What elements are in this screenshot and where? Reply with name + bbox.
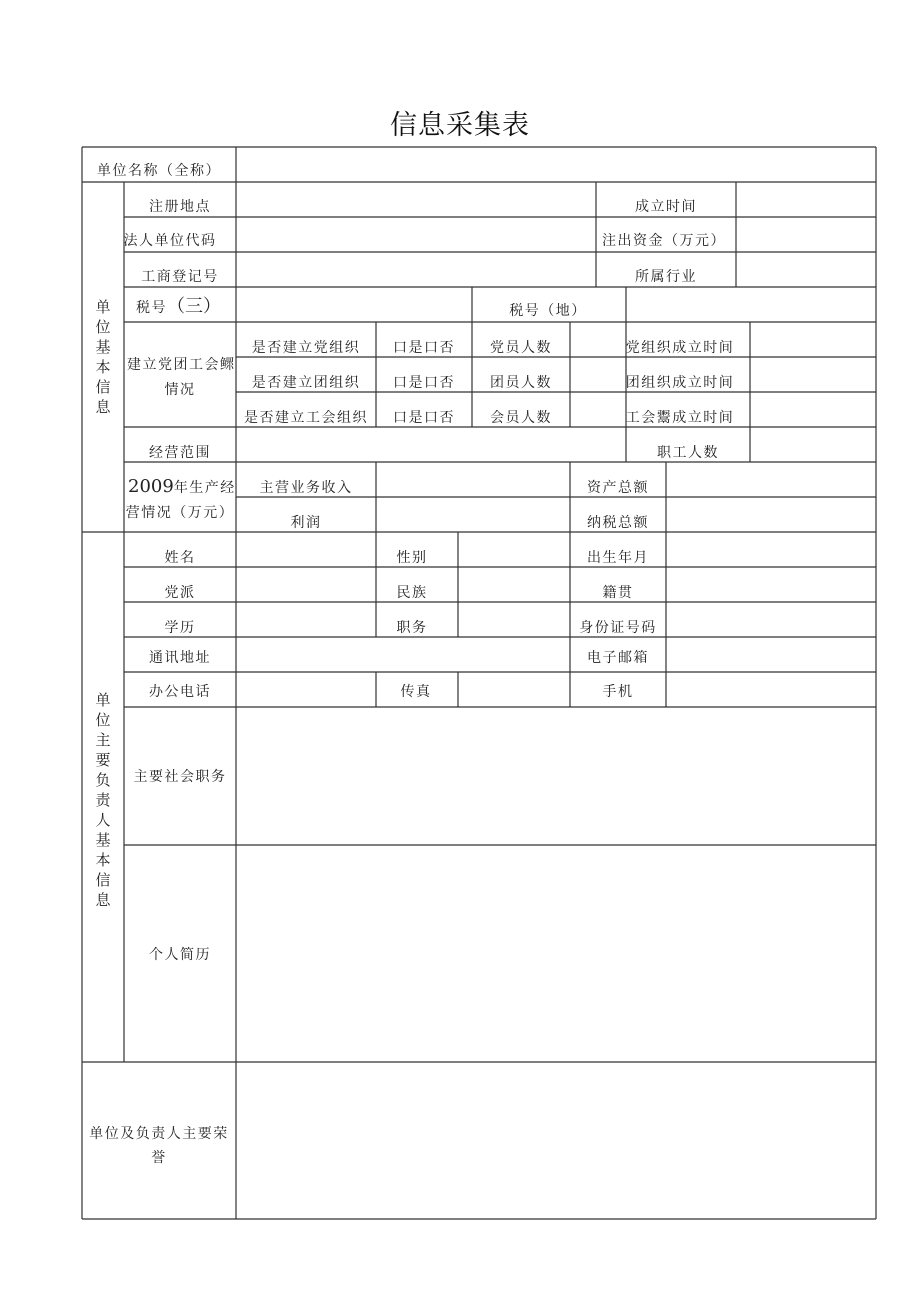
org-label-line2: 情况 <box>164 382 196 398</box>
party-field[interactable] <box>240 571 372 599</box>
party-members-label: 党员人数 <box>490 340 552 356</box>
mobile-field[interactable] <box>670 676 872 704</box>
league-org-label: 是否建立团组织 <box>251 375 361 391</box>
honors-field[interactable] <box>240 1066 872 1215</box>
total-tax-label: 纳税总额 <box>587 515 649 531</box>
leader-info-section-label: 单位主要负责人基本信息 <box>95 691 111 909</box>
union-members-label: 会员人数 <box>490 410 552 426</box>
email-label: 电子邮箱 <box>587 650 649 666</box>
party-org-yes-no[interactable]: 口是口否 <box>393 340 455 356</box>
reg-address-field[interactable] <box>240 186 592 214</box>
union-found-label: 工会鬻成立时间 <box>625 410 735 426</box>
operation-year: 2009 <box>128 476 174 497</box>
total-assets-label: 资产总额 <box>587 480 649 496</box>
operation-label-line2: 营情况（万元） <box>125 505 235 521</box>
profit-label: 利润 <box>290 515 322 531</box>
party-org-label: 是否建立党组织 <box>251 340 361 356</box>
address-label: 通讯地址 <box>149 650 211 666</box>
education-label: 学历 <box>164 620 196 636</box>
id-number-label: 身份证号码 <box>579 620 657 636</box>
social-positions-field[interactable] <box>240 711 872 841</box>
industry-field[interactable] <box>740 256 872 284</box>
tax-no-local-field[interactable] <box>630 291 872 319</box>
mobile-label: 手机 <box>602 684 634 700</box>
basic-info-section-label: 单位基本信息 <box>95 298 111 416</box>
industry-label: 所属行业 <box>635 269 697 285</box>
union-org-yes-no[interactable]: 口是口否 <box>393 410 455 426</box>
unit-name-label: 单位名称（全称） <box>97 163 221 179</box>
business-scope-label: 经营范围 <box>149 445 211 461</box>
union-found-field[interactable] <box>754 396 872 424</box>
legal-code-label: 法人单位代码 <box>123 233 217 249</box>
found-time-label: 成立时间 <box>635 199 697 215</box>
social-positions-label: 主要社会职务 <box>133 769 227 785</box>
operation-label-rest: 年生产经 <box>173 480 236 496</box>
gender-label: 性别 <box>396 550 428 566</box>
unit-name-field[interactable] <box>240 150 872 180</box>
tax-no-state-prefix: 税号 <box>136 300 167 316</box>
ethnicity-label: 民族 <box>396 585 428 601</box>
league-found-label: 团组织成立时间 <box>625 375 735 391</box>
office-phone-label: 办公电话 <box>149 684 211 700</box>
party-found-label: 党组织成立时间 <box>625 340 735 356</box>
staff-count-field[interactable] <box>754 431 872 459</box>
found-time-field[interactable] <box>740 186 872 214</box>
main-revenue-label: 主营业务收入 <box>259 480 353 496</box>
honors-label: 单位及负责人主要荣誉 <box>89 1126 229 1166</box>
party-members-field[interactable] <box>574 326 622 354</box>
operation-label-line1 <box>128 478 236 496</box>
education-field[interactable] <box>240 606 372 634</box>
union-members-field[interactable] <box>574 396 622 424</box>
reg-capital-field[interactable] <box>740 221 872 249</box>
union-org-label: 是否建立工会组织 <box>244 410 368 426</box>
name-field[interactable] <box>240 536 372 564</box>
position-label: 职务 <box>396 620 428 636</box>
party-found-field[interactable] <box>754 326 872 354</box>
staff-count-label: 职工人数 <box>657 445 719 461</box>
tax-no-state-label <box>136 298 221 316</box>
position-field[interactable] <box>462 606 566 634</box>
id-number-field[interactable] <box>670 606 872 634</box>
profit-field[interactable] <box>380 501 566 529</box>
total-tax-field[interactable] <box>670 501 872 529</box>
office-phone-field[interactable] <box>240 676 372 704</box>
fax-label: 传真 <box>400 684 432 700</box>
page-title: 信息采集表 <box>390 110 530 141</box>
legal-code-field[interactable] <box>240 221 592 249</box>
business-reg-label: 工商登记号 <box>141 269 219 285</box>
fax-field[interactable] <box>462 676 566 704</box>
resume-label: 个人简历 <box>149 947 211 963</box>
business-reg-field[interactable] <box>240 256 592 284</box>
business-scope-field[interactable] <box>240 431 622 459</box>
tax-no-state-field[interactable] <box>240 291 468 319</box>
email-field[interactable] <box>670 641 872 669</box>
league-found-field[interactable] <box>754 361 872 389</box>
reg-address-label: 注册地点 <box>149 199 211 215</box>
party-label: 党派 <box>164 585 196 601</box>
native-place-field[interactable] <box>670 571 872 599</box>
ethnicity-field[interactable] <box>462 571 566 599</box>
native-place-label: 籍贯 <box>602 585 634 601</box>
tax-no-state-suffix: （三） <box>167 296 221 317</box>
resume-field[interactable] <box>240 849 872 1058</box>
address-field[interactable] <box>240 641 566 669</box>
gender-field[interactable] <box>462 536 566 564</box>
main-revenue-field[interactable] <box>380 466 566 494</box>
org-label-line1: 建立党团工会鳏 <box>127 357 236 373</box>
tax-no-local-label: 税号（地） <box>509 303 587 319</box>
birth-label: 出生年月 <box>587 550 649 566</box>
league-members-label: 团员人数 <box>490 375 552 391</box>
birth-field[interactable] <box>670 536 872 564</box>
name-label: 姓名 <box>164 550 196 566</box>
reg-capital-label: 注出资金（万元） <box>602 233 726 249</box>
league-members-field[interactable] <box>574 361 622 389</box>
total-assets-field[interactable] <box>670 466 872 494</box>
league-org-yes-no[interactable]: 口是口否 <box>393 375 455 391</box>
